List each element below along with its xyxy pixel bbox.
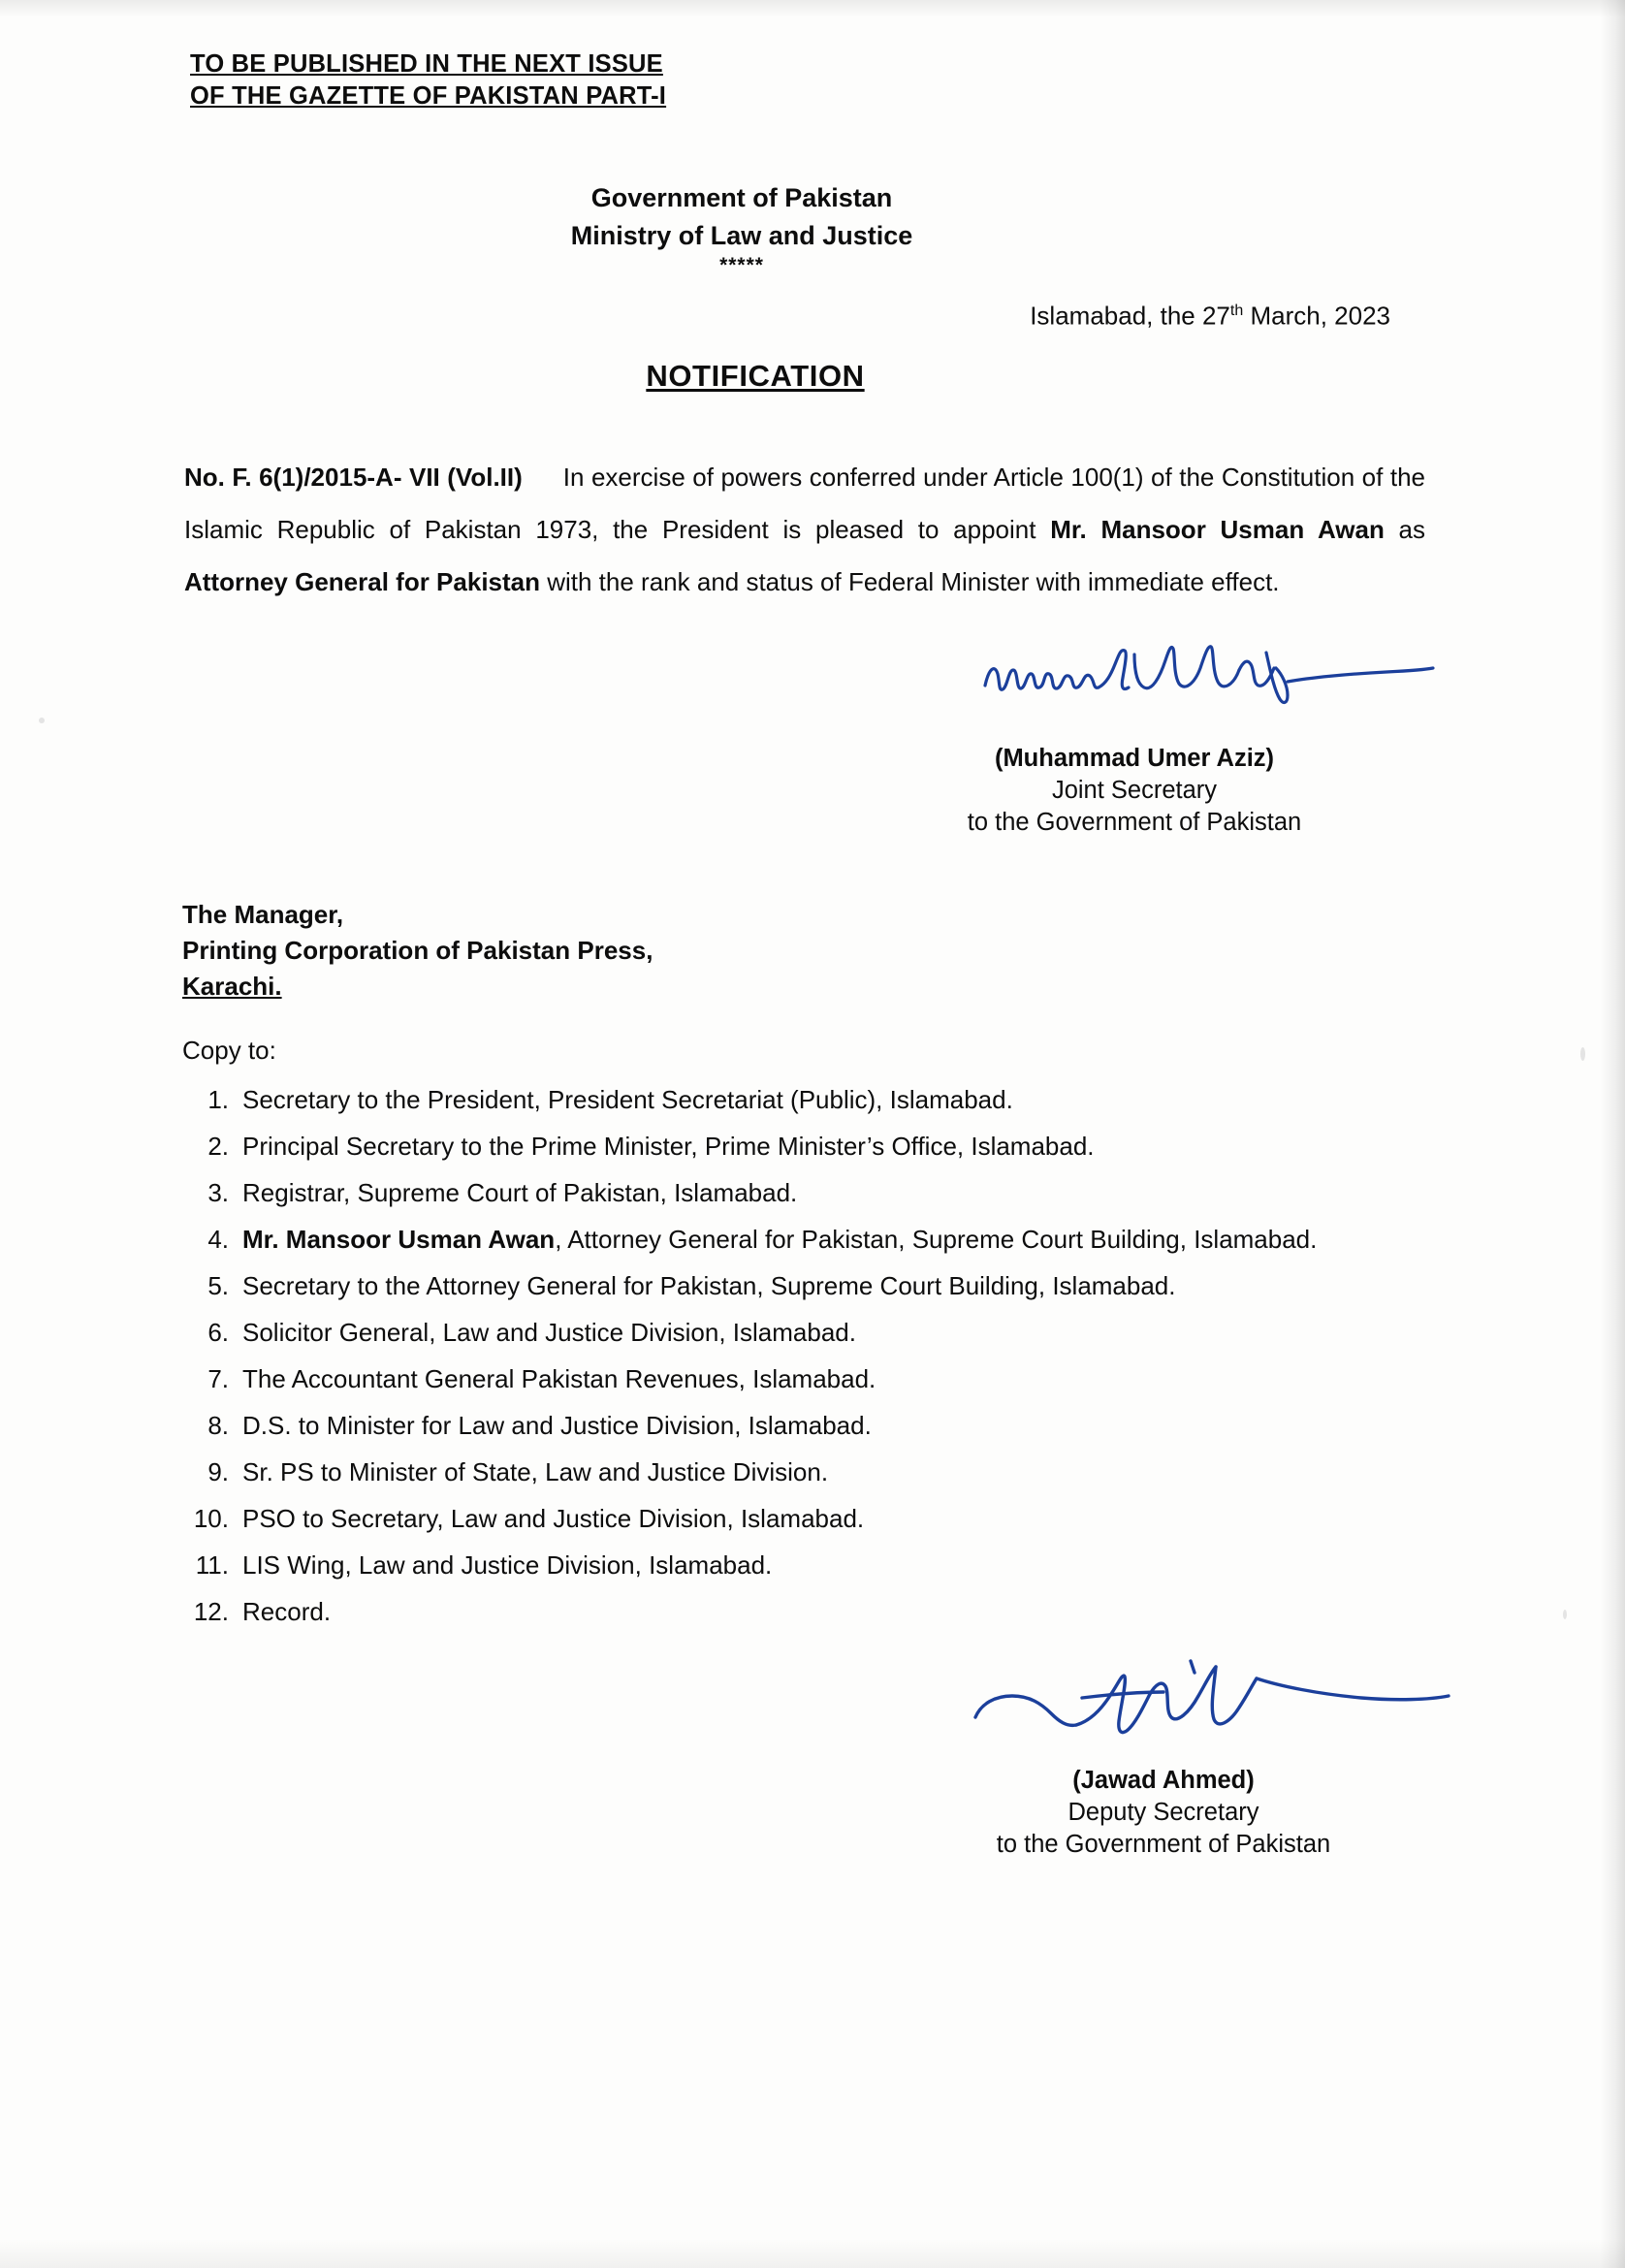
list-item-text: Solicitor General, Law and Justice Division, Islamabad. [242,1318,856,1347]
list-item-text: Sr. PS to Minister of State, Law and Justice Division. [242,1457,829,1486]
list-item [182,1169,1433,1216]
list-item [182,1449,1433,1495]
date-ordinal-suffix: th [1229,303,1244,319]
body-text-part3: with the rank and status of Federal Minister with immediate effect. [540,567,1280,596]
scan-edge-top [0,0,1625,17]
letterhead-government: Government of Pakistan [590,183,893,212]
list-item [182,1402,1433,1449]
body-text-part2: as [1384,515,1426,544]
letterhead-star-divider: ***** [719,254,764,276]
addressee-block [182,897,653,1005]
list-item [182,1262,1433,1309]
list-item [182,1076,1433,1123]
signatory-block-1 [844,743,1425,839]
signature-jawad-ahmed [970,1653,1454,1750]
copy-to-list [182,1076,1433,1635]
body-text-part1: In exercise of powers conferred under Article 100(1) of the Constitution of the Islamic Republic of Pakistan 1973, the President is pleased to appoint [184,463,1425,544]
signatory-2-name: (Jawad Ahmed) [1072,1767,1255,1794]
signatory-1-title: Joint Secretary [1051,777,1218,804]
list-item-number: 1. [207,1085,229,1114]
list-item-number: 8. [207,1411,229,1440]
list-item [182,1216,1433,1262]
list-item [182,1309,1433,1356]
signatory-1-org: to the Government of Pakistan [967,809,1302,836]
list-item-number: 3. [207,1178,229,1207]
list-item-number: 11. [195,1550,229,1580]
letterhead-ministry: Ministry of Law and Justice [570,221,913,250]
signature-ink-1 [979,635,1435,718]
scan-speck [39,718,45,723]
list-item [182,1123,1433,1169]
list-item-number: 12. [193,1597,229,1626]
list-item-number: 5. [207,1271,229,1300]
signatory-2-org: to the Government of Pakistan [996,1831,1331,1858]
scan-edge-bottom [0,2239,1625,2268]
list-item-text: Secretary to the Attorney General for Pakistan, Supreme Court Building, Islamabad. [242,1271,1176,1300]
list-item [182,1588,1433,1635]
notification-body [184,451,1425,608]
list-item [182,1356,1433,1402]
list-item [182,1542,1433,1588]
place-date-suffix: March, 2023 [1243,301,1390,331]
scan-speck [1563,1610,1567,1619]
list-item-number: 7. [207,1364,229,1393]
appointee-name: Mr. Mansoor Usman Awan [1050,515,1385,544]
publication-stamp-line2: OF THE GAZETTE OF PAKISTAN PART-I [190,82,667,110]
list-item-bold-name: Mr. Mansoor Usman Awan [242,1225,556,1254]
list-item-text: Record. [242,1597,332,1626]
addressee-line1: The Manager, [182,900,344,929]
list-item [182,1495,1433,1542]
list-item-number: 4. [207,1225,229,1254]
appointment-designation: Attorney General for Pakistan [184,567,540,596]
list-item-number: 6. [207,1318,229,1347]
scan-speck [1580,1047,1585,1061]
list-item-text: The Accountant General Pakistan Revenues, Islamabad. [242,1364,876,1393]
list-item-text: D.S. to Minister for Law and Justice Division, Islamabad. [242,1411,872,1440]
letterhead [0,179,1483,274]
page-title [0,359,1511,394]
page-title-text: NOTIFICATION [646,359,865,393]
list-item-text: LIS Wing, Law and Justice Division, Islamabad. [242,1550,773,1580]
signature-ink-2 [970,1653,1454,1750]
list-item-number: 9. [207,1457,229,1486]
list-item-text: PSO to Secretary, Law and Justice Division, Islamabad. [242,1504,865,1533]
list-item-text: Registrar, Supreme Court of Pakistan, Islamabad. [242,1178,798,1207]
list-item-number: 2. [207,1132,229,1161]
list-item-text: Principal Secretary to the Prime Minister, Prime Minister’s Office, Islamabad. [242,1132,1095,1161]
list-item-text-rest: , Attorney General for Pakistan, Supreme Court Building, Islamabad. [555,1225,1318,1254]
publication-stamp-line1: TO BE PUBLISHED IN THE NEXT ISSUE [190,50,663,78]
addressee-line3: Karachi. [182,972,282,1001]
publication-stamp [190,48,666,112]
copy-to-label: Copy to: [182,1036,276,1065]
list-item-text: Secretary to the President, President Secretariat (Public), Islamabad. [242,1085,1013,1114]
place-and-date [1030,296,1390,332]
list-item-number: 10. [193,1504,229,1533]
signatory-2-title: Deputy Secretary [1067,1799,1259,1826]
list-item-text [242,1216,1433,1262]
signature-muhammad-umer-aziz [979,635,1435,718]
place-date-prefix: Islamabad, the 27 [1030,301,1230,331]
reference-number: No. F. 6(1)/2015-A- VII (Vol.II) [184,463,523,492]
signatory-block-2 [873,1765,1454,1861]
signatory-1-name: (Muhammad Umer Aziz) [994,745,1275,772]
scan-edge-right [1600,0,1625,2268]
addressee-line2: Printing Corporation of Pakistan Press, [182,936,653,965]
